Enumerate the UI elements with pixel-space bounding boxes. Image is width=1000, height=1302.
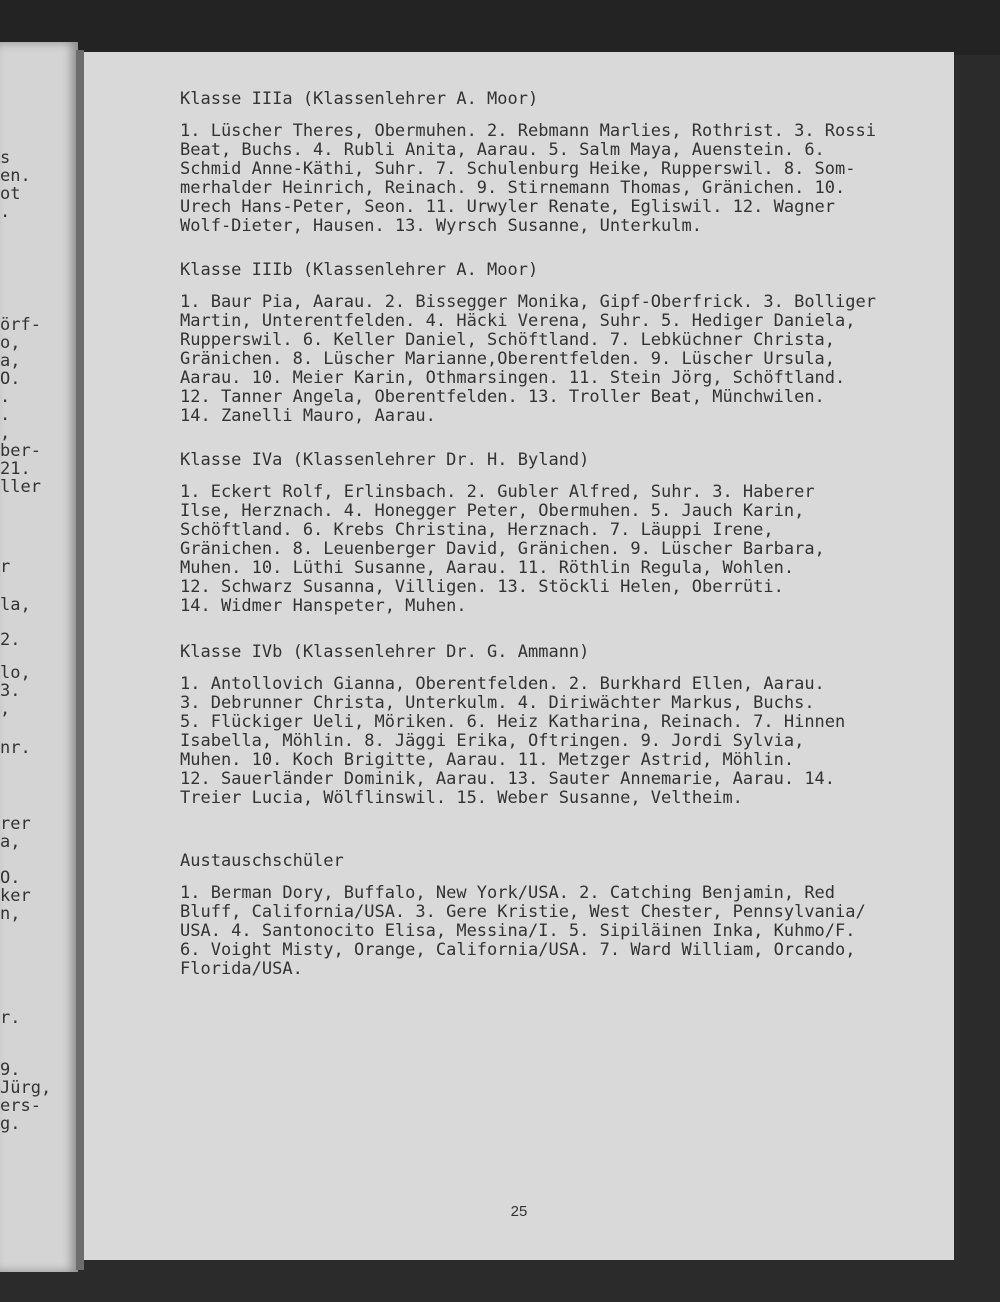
left-page-fragment: lo, [0, 663, 31, 683]
student-list-line: 14. Widmer Hanspeter, Muhen. [180, 596, 467, 616]
left-page-fragment: s [0, 148, 11, 168]
student-list-line: Bluff, California/USA. 3. Gere Kristie, West Chester, Pennsylvania/ [180, 902, 866, 922]
left-page-fragment: a, [0, 351, 21, 371]
left-page-fragment: r. [0, 1008, 21, 1028]
student-list-line: Isabella, Möhlin. 8. Jäggi Erika, Oftringen. 9. Jordi Sylvia, [180, 731, 805, 751]
left-page-fragment: , [0, 423, 11, 443]
student-list-line: 5. Flückiger Ueli, Möriken. 6. Heiz Katharina, Reinach. 7. Hinnen [180, 712, 846, 732]
student-list-line: Aarau. 10. Meier Karin, Othmarsingen. 11. Stein Jörg, Schöftland. [180, 368, 846, 388]
student-list-line: Gränichen. 8. Leuenberger David, Gränichen. 9. Lüscher Barbara, [180, 539, 825, 559]
left-page-edge [0, 42, 78, 1272]
left-page-fragment: . [0, 202, 11, 222]
student-list-line: 1. Baur Pia, Aarau. 2. Bissegger Monika, Gipf-Oberfrick. 3. Bolliger [180, 292, 876, 312]
student-list-line: Wolf-Dieter, Hausen. 13. Wyrsch Susanne, Unterkulm. [180, 216, 702, 236]
page-number: 25 [510, 1203, 528, 1220]
class-list-section [84, 450, 954, 616]
left-page-fragment: ker [0, 886, 31, 906]
class-list-section [84, 260, 954, 426]
student-list-line: Gränichen. 8. Lüscher Marianne,Oberentfelden. 9. Lüscher Ursula, [180, 349, 836, 369]
student-list-line: Rupperswil. 6. Keller Daniel, Schöftland. 7. Lebküchner Christa, [180, 330, 836, 350]
left-page-fragment: 21. [0, 459, 31, 479]
student-list [84, 483, 954, 616]
section-heading: Austauschschüler [180, 851, 344, 871]
student-list [84, 122, 954, 236]
student-list-line: Martin, Unterentfelden. 4. Häcki Verena, Suhr. 5. Hediger Daniela, [180, 311, 856, 331]
student-list-line: 6. Voight Misty, Orange, California/USA. 7. Ward William, Orcando, [180, 940, 856, 960]
student-list-line: Muhen. 10. Lüthi Susanne, Aarau. 11. Röthlin Regula, Wohlen. [180, 558, 795, 578]
left-page-fragment: rer [0, 814, 31, 834]
left-page-fragment: a, [0, 832, 21, 852]
student-list-line: 12. Sauerländer Dominik, Aarau. 13. Sauter Annemarie, Aarau. 14. [180, 769, 836, 789]
left-page-fragment: 9. [0, 1060, 21, 1080]
left-page-fragment: nr. [0, 738, 31, 758]
student-list [84, 675, 954, 808]
left-page-fragment: örf- [0, 315, 41, 335]
book-gutter [76, 50, 84, 1270]
student-list-line: 12. Schwarz Susanna, Villigen. 13. Stöckli Helen, Oberrüti. [180, 577, 784, 597]
left-page-fragment: r [0, 557, 11, 577]
student-list-line: Schöftland. 6. Krebs Christina, Herznach. 7. Läuppi Irene, [180, 520, 774, 540]
left-page-fragment: la, [0, 595, 31, 615]
student-list-line: 12. Tanner Angela, Oberentfelden. 13. Troller Beat, Münchwilen. [180, 387, 825, 407]
section-heading: Klasse IVa (Klassenlehrer Dr. H. Byland) [180, 450, 590, 470]
student-list-line: 1. Antollovich Gianna, Oberentfelden. 2. Burkhard Ellen, Aarau. [180, 674, 825, 694]
student-list [84, 293, 954, 426]
left-page-fragment: 3. [0, 681, 21, 701]
document-page [84, 52, 954, 1260]
exchange-students-section [84, 851, 954, 979]
section-heading: Klasse IIIb (Klassenlehrer A. Moor) [180, 260, 539, 280]
left-page-fragment: n, [0, 904, 21, 924]
student-list-line: Urech Hans-Peter, Seon. 11. Urwyler Renate, Egliswil. 12. Wagner [180, 197, 836, 217]
student-list-line: 14. Zanelli Mauro, Aarau. [180, 406, 436, 426]
left-page-fragment: ot [0, 184, 21, 204]
section-heading: Klasse IVb (Klassenlehrer Dr. G. Ammann) [180, 642, 590, 662]
left-page-fragment: o, [0, 333, 21, 353]
student-list-line: 1. Eckert Rolf, Erlinsbach. 2. Gubler Alfred, Suhr. 3. Haberer [180, 482, 815, 502]
student-list-line: Beat, Buchs. 4. Rubli Anita, Aarau. 5. Salm Maya, Auenstein. 6. [180, 140, 825, 160]
student-list-line: Treier Lucia, Wölflinswil. 15. Weber Susanne, Veltheim. [180, 788, 743, 808]
left-page-fragment: ers- [0, 1096, 41, 1116]
student-list-line: 3. Debrunner Christa, Unterkulm. 4. Diriwächter Markus, Buchs. [180, 693, 815, 713]
left-page-fragment: ber- [0, 441, 41, 461]
left-page-fragment: Jürg, [0, 1078, 52, 1098]
student-list-line: Schmid Anne-Käthi, Suhr. 7. Schulenburg Heike, Rupperswil. 8. Som- [180, 159, 856, 179]
scanner-background [0, 0, 1000, 55]
left-page-fragment: , [0, 699, 11, 719]
left-page-fragment: g. [0, 1114, 21, 1134]
class-list-section [84, 642, 954, 808]
left-page-fragment: en. [0, 166, 31, 186]
student-list-line: Ilse, Herznach. 4. Honegger Peter, Obermuhen. 5. Jauch Karin, [180, 501, 805, 521]
student-list-line: Florida/USA. [180, 959, 303, 979]
left-page-fragment: 2. [0, 630, 21, 650]
student-list [84, 884, 954, 979]
student-list-line: USA. 4. Santonocito Elisa, Messina/I. 5. Sipiläinen Inka, Kuhmo/F. [180, 921, 856, 941]
left-page-fragment: O. [0, 369, 21, 389]
student-list-line: merhalder Heinrich, Reinach. 9. Stirnemann Thomas, Gränichen. 10. [180, 178, 846, 198]
left-page-fragment: . [0, 405, 11, 425]
left-page-fragment: ller [0, 477, 41, 497]
class-list-section [84, 89, 954, 236]
left-page-fragment: . [0, 387, 11, 407]
section-heading: Klasse IIIa (Klassenlehrer A. Moor) [180, 89, 539, 109]
left-page-fragment: O. [0, 868, 21, 888]
student-list-line: Muhen. 10. Koch Brigitte, Aarau. 11. Metzger Astrid, Möhlin. [180, 750, 795, 770]
student-list-line: 1. Berman Dory, Buffalo, New York/USA. 2. Catching Benjamin, Red [180, 883, 836, 903]
student-list-line: 1. Lüscher Theres, Obermuhen. 2. Rebmann Marlies, Rothrist. 3. Rossi [180, 121, 876, 141]
